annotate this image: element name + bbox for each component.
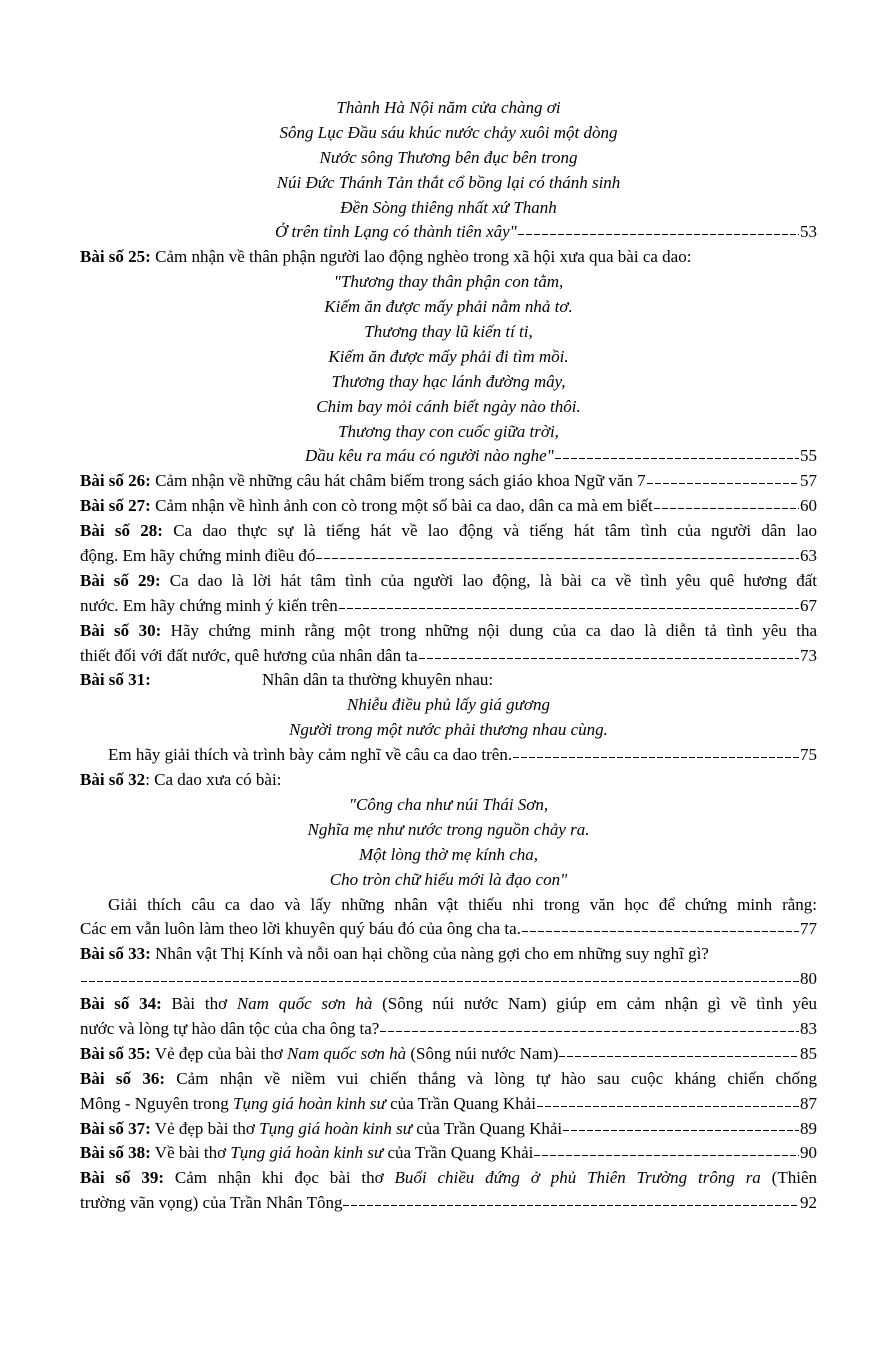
- text-segment: Cảm nhận về hình ảnh con cò trong một số bài ca dao, dân ca mà em biết: [150, 496, 653, 516]
- verse-line: [80, 270, 817, 295]
- toc-entry-line: [80, 917, 817, 942]
- text-segment: Một lòng thờ mẹ kính cha,: [358, 844, 539, 864]
- page-number: 67: [800, 595, 817, 615]
- verse-line: [80, 793, 817, 818]
- toc-text-line: [80, 668, 817, 693]
- line-text: [338, 420, 559, 445]
- text-segment: Nhân vật Thị Kính và nỗi oan hại chồng của nàng gợi cho em những suy nghĩ gì?: [150, 944, 709, 964]
- dot-leader: [654, 508, 799, 509]
- text-segment: Kiếm ăn được mấy phải đi tìm mồi.: [328, 346, 569, 366]
- toc-entry-line: [80, 594, 817, 619]
- entry-number: Bài số 36:: [80, 1068, 165, 1088]
- dot-leader: [343, 1205, 799, 1206]
- line-text: [280, 121, 618, 146]
- dot-leader: [419, 658, 799, 659]
- toc-text-line: [80, 1166, 817, 1191]
- toc-entry-line: [80, 644, 817, 669]
- verse-line: [80, 320, 817, 345]
- text-segment: Cảm nhận về những câu hát châm biếm trong sách giáo khoa Ngữ văn 7: [150, 471, 646, 491]
- toc-text-line: [80, 992, 817, 1017]
- dot-leader: [563, 1130, 799, 1131]
- text-segment: Cảm nhận về thân phận người lao động nghèo trong xã hội xưa qua bài ca dao:: [150, 247, 692, 267]
- title-italic: Tụng giá hoàn kinh sư: [232, 1093, 386, 1113]
- entry-number: Bài số 33:: [80, 944, 151, 964]
- entry-number: Bài số 38:: [80, 1143, 151, 1163]
- verse-line: [80, 146, 817, 171]
- title-italic: Tụng giá hoàn kinh sư: [259, 1118, 412, 1138]
- text-segment: (Sông núi nước Nam): [406, 1043, 559, 1063]
- text-segment: của Trần Quang Khải: [385, 1093, 536, 1113]
- toc-entry-line: [80, 220, 817, 245]
- text-segment: Thương thay lũ kiến tí ti,: [364, 322, 533, 342]
- line-text: [80, 544, 315, 569]
- line-text: [80, 569, 817, 594]
- text-segment: Bài thơ: [161, 994, 237, 1014]
- line-text: [334, 270, 563, 295]
- text-segment: "Công cha như núi Thái Sơn,: [348, 794, 549, 814]
- text-segment: Vẻ đẹp của bài thơ: [150, 1043, 287, 1063]
- verse-line: [80, 718, 817, 743]
- verse-line: [80, 96, 817, 121]
- line-text: [324, 295, 572, 320]
- dot-leader: [316, 558, 799, 559]
- text-segment: của Trần Quang Khải: [411, 1118, 563, 1138]
- toc-entry-line: [80, 1141, 817, 1166]
- line-text: [108, 893, 817, 918]
- text-segment: Em hãy giải thích và trình bày cảm nghĩ về câu ca dao trên.: [108, 745, 513, 765]
- toc-entry-line: [80, 1017, 817, 1042]
- text-segment: Cảm nhận khi đọc bài thơ: [164, 1168, 395, 1188]
- dot-leader: [537, 1106, 799, 1107]
- toc-text-line: [80, 942, 817, 967]
- toc-entry-line: [80, 1117, 817, 1142]
- dot-leader: [559, 1056, 799, 1057]
- line-text: [359, 843, 538, 868]
- verse-line: [80, 818, 817, 843]
- page-number: 73: [800, 645, 817, 665]
- toc-text-line: [80, 245, 817, 270]
- text-segment: thiết đối với đất nước, quê hương của nhân dân ta: [80, 645, 418, 665]
- title-italic: Tụng giá hoàn kinh sư: [230, 1143, 384, 1163]
- page-number: 92: [800, 1193, 817, 1213]
- text-segment: Ở trên tỉnh Lạng có thành tiên xây": [275, 222, 517, 242]
- text-segment: Cho tròn chữ hiếu mới là đạo con": [329, 869, 568, 889]
- page-number: 80: [800, 969, 817, 989]
- line-text: [80, 519, 817, 544]
- toc-text-line: [80, 619, 817, 644]
- toc-text-line: [80, 1067, 817, 1092]
- line-text: [80, 644, 418, 669]
- line-text: [80, 1166, 817, 1191]
- line-text: [80, 1042, 558, 1067]
- text-segment: Nước sông Thương bên đục bên trong: [319, 147, 578, 167]
- page-number: 90: [800, 1143, 817, 1163]
- toc-text-line: [80, 893, 817, 918]
- page-number: 89: [800, 1118, 817, 1138]
- text-segment: Mông - Nguyên trong: [80, 1093, 233, 1113]
- dot-leader: [81, 981, 799, 982]
- dot-leader: [522, 931, 799, 932]
- line-text: [80, 619, 817, 644]
- verse-line: [80, 345, 817, 370]
- entry-number: Bài số 25:: [80, 247, 151, 267]
- verse-line: [80, 843, 817, 868]
- text-segment: Ca dao thực sự là tiếng hát về lao động và tiếng hát tâm tình của người dân lao: [162, 521, 817, 541]
- page-number: 83: [800, 1018, 817, 1038]
- line-text: [80, 917, 521, 942]
- entry-number: Bài số 27:: [80, 496, 151, 516]
- text-segment: Đền Sòng thiêng nhất xứ Thanh: [340, 197, 557, 217]
- line-text: [308, 818, 590, 843]
- dot-leader: [380, 1031, 799, 1032]
- title-italic: Nam quốc sơn hà: [286, 1043, 407, 1063]
- line-text: [80, 469, 646, 494]
- verse-line: [80, 295, 817, 320]
- dot-leader: [513, 757, 799, 758]
- text-segment: nước. Em hãy chứng minh ý kiến trên: [80, 595, 338, 615]
- line-text: [80, 1117, 562, 1142]
- page-number: 60: [800, 496, 817, 516]
- entry-number: Bài số 34:: [80, 994, 162, 1014]
- text-segment: Vẻ đẹp bài thơ: [150, 1118, 260, 1138]
- entry-number: Bài số 39:: [80, 1168, 165, 1188]
- line-text: [108, 743, 512, 768]
- title-italic: Nam quốc sơn hà: [236, 994, 373, 1014]
- toc-entry-line: [80, 469, 817, 494]
- line-text: [336, 96, 560, 121]
- text-segment: động. Em hãy chứng minh điều đó: [80, 546, 316, 566]
- line-text: [316, 395, 580, 420]
- line-text: [80, 668, 494, 693]
- line-text: [80, 1067, 817, 1092]
- toc-entry-line: [80, 494, 817, 519]
- text-segment: Người trong một nước phải thương nhau cùng.: [289, 720, 608, 740]
- verse-line: [80, 171, 817, 196]
- entry-number: Bài số 31:: [80, 670, 151, 690]
- text-segment: Về bài thơ: [150, 1143, 231, 1163]
- entry-number: Bài số 35:: [80, 1043, 151, 1063]
- text-segment: "Thương thay thân phận con tằm,: [333, 272, 564, 292]
- text-segment: Kiếm ăn được mấy phải nằm nhả tơ.: [324, 297, 573, 317]
- line-text: [80, 1141, 533, 1166]
- entry-number: Bài số 32: [80, 770, 146, 790]
- dot-leader: [647, 483, 799, 484]
- page-number: 55: [800, 446, 817, 466]
- line-text: [320, 146, 578, 171]
- line-text: [80, 494, 653, 519]
- toc-entry-line: [80, 444, 817, 469]
- toc-text-line: [80, 768, 817, 793]
- verse-line: [80, 370, 817, 395]
- page-number: 57: [800, 471, 817, 491]
- line-text: [349, 793, 548, 818]
- text-segment: Thành Hà Nội năm cửa chàng ơi: [336, 98, 561, 117]
- page-number: 63: [800, 546, 817, 566]
- line-text: [340, 196, 557, 221]
- line-text: [328, 345, 568, 370]
- text-segment: Giải thích câu ca dao và lấy những nhân vật thiếu nhi trong văn học để chứng minh rằng:: [108, 894, 817, 914]
- text-segment: : Ca dao xưa có bài:: [145, 770, 282, 790]
- line-text: [80, 768, 281, 793]
- toc-entry-line: [80, 967, 817, 992]
- text-segment: Hãy chứng minh rằng một trong những nội dung của ca dao là diễn tả tình yêu tha: [161, 620, 818, 640]
- line-text: [80, 594, 338, 619]
- line-text: [347, 693, 550, 718]
- line-text: [80, 1017, 379, 1042]
- line-text: [80, 1191, 342, 1216]
- verse-line: [80, 395, 817, 420]
- page-number: 85: [800, 1043, 817, 1063]
- toc-entry-line: [80, 743, 817, 768]
- text-segment: Dầu kêu ra máu có người nào nghe": [305, 446, 554, 466]
- line-text: [331, 370, 565, 395]
- text-segment: Cảm nhận về niềm vui chiến thắng và lòng tự hào sau cuộc kháng chiến chống: [164, 1068, 817, 1088]
- line-text: [364, 320, 533, 345]
- toc-entry-line: [80, 1191, 817, 1216]
- line-text: [275, 220, 517, 245]
- toc-entry-line: [80, 1092, 817, 1117]
- dot-leader: [534, 1155, 799, 1156]
- text-segment: nước và lòng tự hào dân tộc của cha ông ta?: [80, 1018, 380, 1038]
- verse-line: [80, 121, 817, 146]
- text-segment: Các em vẫn luôn làm theo lời khuyên quý báu đó của ông cha ta.: [80, 919, 521, 939]
- toc-text-line: [80, 519, 817, 544]
- line-text: [289, 718, 608, 743]
- page-number: 75: [800, 745, 817, 765]
- verse-line: [80, 196, 817, 221]
- page-number: 53: [800, 222, 817, 242]
- line-text: [305, 444, 554, 469]
- dot-leader: [555, 458, 799, 459]
- line-text: [80, 942, 709, 967]
- line-text: [80, 992, 817, 1017]
- title-italic: Buổi chiều đứng ở phủ Thiên Trường trông ra: [394, 1168, 761, 1188]
- verse-line: [80, 693, 817, 718]
- toc-entry-line: [80, 1042, 817, 1067]
- text-segment: Thương thay hạc lánh đường mây,: [331, 371, 566, 391]
- text-segment: Ca dao là lời hát tâm tình của người lao động, là bài ca về tình yêu quê hương đất: [160, 570, 817, 590]
- text-segment: Nhiễu điều phủ lấy giá gương: [347, 695, 550, 715]
- text-segment: Sông Lục Đầu sáu khúc nước chảy xuôi một dòng: [279, 122, 618, 142]
- verse-line: [80, 420, 817, 445]
- text-segment: của Trần Quang Khải: [383, 1143, 534, 1163]
- text-segment: Thương thay con cuốc giữa trời,: [338, 421, 559, 441]
- dot-leader: [518, 234, 799, 235]
- toc-text-line: [80, 569, 817, 594]
- table-of-contents: [80, 96, 817, 1216]
- entry-number: Bài số 26:: [80, 471, 151, 491]
- line-text: [80, 1092, 536, 1117]
- text-segment: (Thiên: [760, 1168, 817, 1188]
- text-segment: trường vãn vọng) của Trần Nhân Tông: [80, 1193, 343, 1213]
- text-segment: Nghĩa mẹ như nước trong nguồn chảy ra.: [307, 819, 590, 839]
- page-number: 77: [800, 919, 817, 939]
- text-segment: (Sông núi nước Nam) giúp em cảm nhận gì về tình yêu: [372, 994, 818, 1014]
- entry-number: Bài số 29:: [80, 570, 161, 590]
- line-text: [330, 868, 568, 893]
- text-segment: Chim bay mỏi cánh biết ngày nào thôi.: [316, 396, 581, 416]
- text-segment: Núi Đức Thánh Tản thắt cổ bồng lại có thánh sinh: [276, 172, 621, 192]
- line-text: [277, 171, 621, 196]
- line-text: [80, 245, 691, 270]
- verse-line: [80, 868, 817, 893]
- entry-number: Bài số 37:: [80, 1118, 151, 1138]
- entry-number: Bài số 28:: [80, 521, 163, 541]
- entry-number: Bài số 30:: [80, 620, 162, 640]
- text-segment: Nhân dân ta thường khuyên nhau:: [262, 670, 494, 690]
- dot-leader: [339, 608, 799, 609]
- page-number: 87: [800, 1093, 817, 1113]
- toc-entry-line: [80, 544, 817, 569]
